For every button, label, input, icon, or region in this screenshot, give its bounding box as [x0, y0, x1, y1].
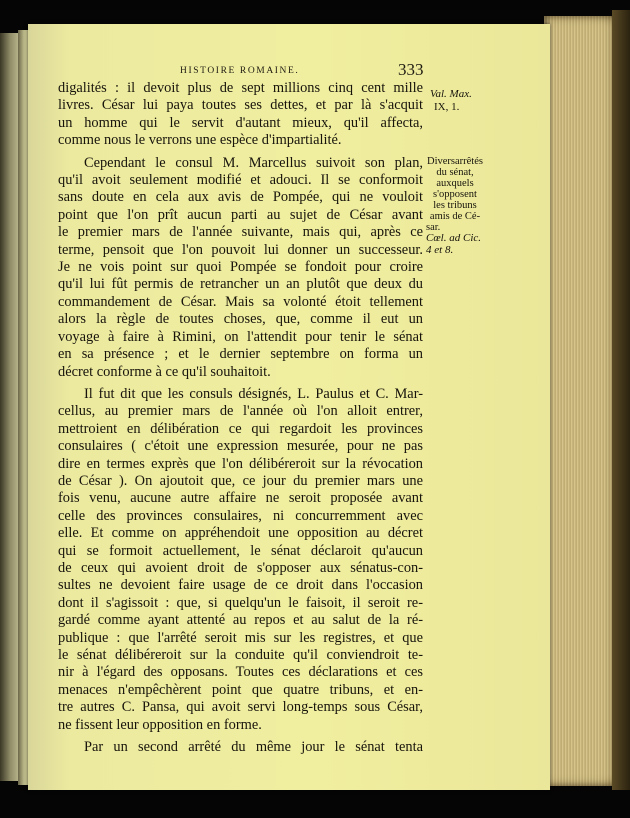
- margin-heading-line: auxquels: [436, 178, 474, 189]
- text-line: décret conforme à ce qu'il souhaitoit.: [58, 363, 271, 380]
- text-line: Par un second arrêté du même jour le sénat tenta: [84, 739, 423, 756]
- margin-heading-line: s'opposent: [433, 189, 477, 200]
- margin-ref-author: Cœl. ad Cic.: [426, 232, 482, 244]
- text-line: fois venu, aucune autre affaire ne seroit proposée avant: [58, 490, 423, 507]
- margin-heading-line: Diversarrêtés: [427, 156, 483, 167]
- text-line: dont il s'agissoit : que, si quelqu'un le faisoit, il seroit re-: [58, 594, 423, 611]
- text-line: Cependant le consul M. Marcellus suivoit son plan,: [84, 154, 423, 171]
- main-text: [58, 80, 423, 756]
- text-line: sultes ne devoient faire usage de ce droit dans l'occasion: [58, 577, 423, 594]
- text-line: comme nous le verrons une espèce d'impartialité.: [58, 132, 342, 149]
- text-line: cellus, au premier mars de l'année où l'on alloit entrer,: [58, 403, 423, 420]
- margin-ref-location: 4 et 8.: [426, 244, 454, 256]
- text-line: gardé comme ayant attenté au repos et au salut de la ré-: [58, 612, 423, 629]
- text-line: mettroient en délibération ce qui regardoit les provinces: [58, 420, 423, 437]
- text-line: terme, pensoit que l'on pouvoit lui donner un successeur.: [58, 241, 423, 258]
- text-line: voyage à faire à Rimini, on l'attendit pour tenir le sénat: [58, 328, 423, 345]
- text-line: commandement de César. Mais sa volonté étoit tellement: [58, 293, 423, 310]
- margin-heading-line: amis de Cé-: [429, 211, 481, 222]
- text-line: digalités : il devoit plus de sept millions cinq cent mille: [58, 80, 423, 96]
- margin-ref-location: IX, 1.: [434, 101, 460, 113]
- margin-heading-line: sar.: [426, 222, 441, 233]
- margin-heading: [424, 156, 486, 222]
- text-line: elle. Et comme on appréhendoit une opposition au décret: [58, 525, 423, 542]
- margin-heading-line: les tribuns: [433, 200, 477, 211]
- text-line: alors la règle de toutes choses, que, comme il eut un: [58, 311, 423, 328]
- text-line: livres. César lui paya toutes ses dettes, et par là s'acquit: [58, 97, 423, 114]
- text-line: de ceux qui avoient droit de s'opposer aux sénatus-con-: [58, 559, 423, 576]
- margin-reference-2: [426, 232, 481, 256]
- text-line: Il fut dit que les consuls désignés, L. Paulus et C. Mar-: [84, 385, 423, 402]
- text-line: consulaires ( c'étoit une expression mesurée, pour ne pas: [58, 438, 423, 455]
- text-line: le premier mars de l'année suivante, mais qui, après ce: [58, 224, 423, 241]
- text-line: Je ne vois point sur quoi Pompée se fondoit pour croire: [58, 259, 423, 276]
- margin-reference-1: [430, 88, 472, 114]
- paragraph-2: [58, 155, 423, 381]
- text-line: celle des provinces consulaires, ni concurremment avec: [58, 507, 423, 524]
- text-line: publique : que l'arrêté seroit mis sur les registres, et que: [58, 629, 423, 646]
- running-head: HISTOIRE ROMAINE.: [180, 66, 300, 76]
- text-line: dire en termes exprès que l'on délibéreroit sur la révocation: [58, 455, 423, 472]
- book-cover-edge: [612, 10, 630, 790]
- margin-ref-author: Val. Max.: [430, 88, 472, 100]
- paragraph-4: [58, 739, 423, 756]
- text-line: en sa présence ; et le dernier septembre on forma un: [58, 346, 423, 363]
- page-number: 333: [398, 60, 424, 79]
- text-line: menaces n'empêchèrent point que quatre tribuns, et en-: [58, 681, 423, 698]
- text-line: le sénat délibéreroit sur la conduite qu'il conviendroit te-: [58, 647, 423, 663]
- paragraph-1: [58, 80, 423, 150]
- margin-heading-line: du sénat,: [436, 167, 474, 178]
- text-line: ne fissent leur opposition en forme.: [58, 716, 262, 733]
- text-line: qu'il lui fût permis de retrancher un an plutôt que deux du: [58, 276, 423, 293]
- text-line: nir à l'égard des opposans. Toutes ces déclarations et ces: [58, 664, 423, 681]
- text-line: tre autres C. Pansa, qui avoit servi long-temps sous César,: [58, 699, 423, 716]
- text-line: de César ). On ajoutoit que, ce jour du premier mars une: [58, 472, 423, 489]
- page-block-edges: [544, 16, 620, 786]
- text-line: qu'il avoit seulement modifié et adouci. Il se conformoit: [58, 172, 423, 189]
- text-line: point que l'on prît aucun parti au sujet de César avant: [58, 206, 423, 223]
- text-line: un homme qui le servit d'autant mieux, qu'il affecta,: [58, 114, 423, 131]
- text-line: qui se formoit actuellement, le sénat déclaroit qu'aucun: [58, 542, 423, 559]
- paragraph-3: [58, 386, 423, 734]
- text-line: sans doute en cela aux avis de Pompée, qui ne vouloit: [58, 189, 423, 206]
